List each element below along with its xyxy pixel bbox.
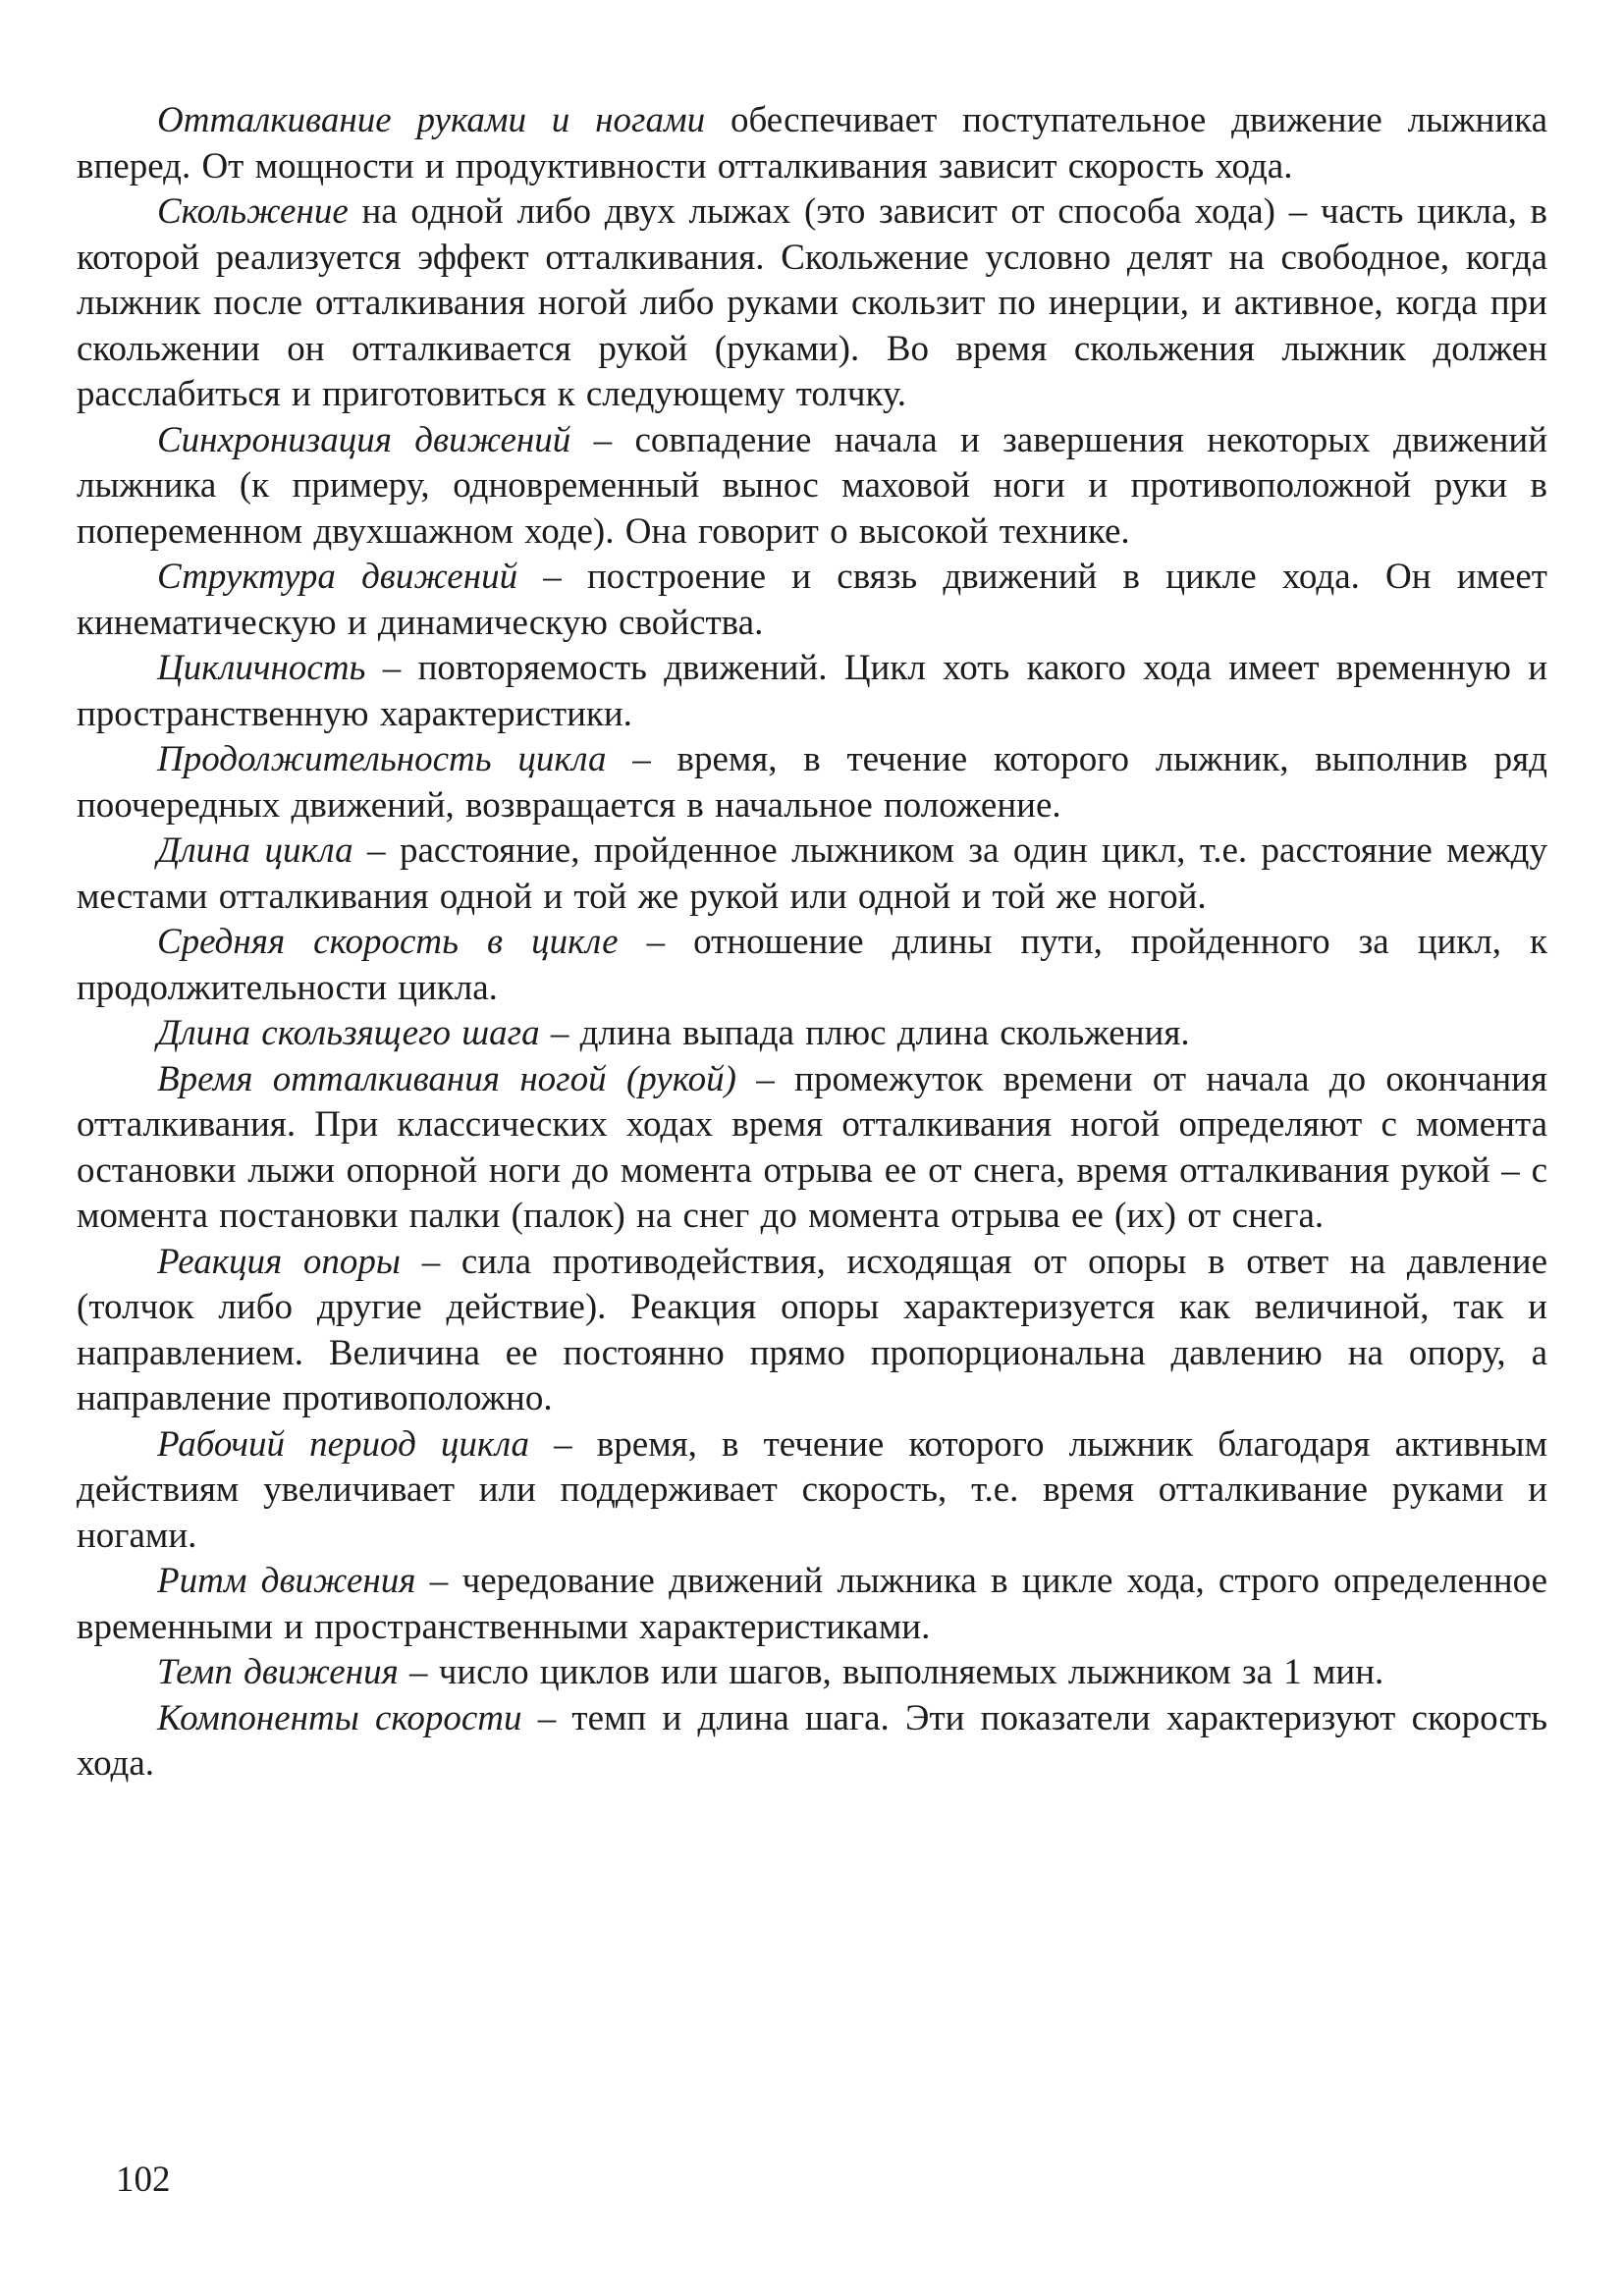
paragraph: Структура движений – построение и связь движений в цикле хода. Он имеет кинематическую и динамическую свойства. — [77, 557, 1547, 643]
paragraph: Длина цикла – расстояние, пройденное лыжником за один цикл, т.е. расстояние между местами отталкивания одной и той же рукой или одной и той же ногой. — [77, 830, 1547, 917]
paragraph-term: Ритм движения — [157, 1561, 416, 1601]
paragraph-term: Время отталкивания ногой (рукой) — [157, 1058, 736, 1099]
paragraph: Время отталкивания ногой (рукой) – промежуток времени от начала до окончания отталкивания. При классических ходах время отталкивания ногой определяют с момента остановки лыжи опорной ноги до момента отрыва ее от снега, время отталкивания рукой – с момента постановки палки (палок) на снег до момента отрыва ее (их) от снега. — [77, 1058, 1547, 1236]
paragraph-term: Компоненты скорости — [157, 1697, 522, 1738]
paragraph: Средняя скорость в цикле – отношение длины пути, пройденного за цикл, к продолжительности цикла. — [77, 922, 1547, 1008]
paragraph: Отталкивание руками и ногами обеспечивает поступательное движение лыжника вперед. От мощности и продуктивности отталкивания зависит скорость хода. — [77, 100, 1547, 187]
paragraph: Темп движения – число циклов или шагов, выполняемых лыжником за 1 мин. — [157, 1652, 1384, 1692]
paragraph: Рабочий период цикла – время, в течение которого лыжник благодаря активным действиям увеличивает или поддерживает скорость, т.е. время отталкивание руками и ногами. — [77, 1423, 1547, 1556]
paragraph: Ритм движения – чередование движений лыжника в цикле хода, строго определенное временными и пространственными характеристиками. — [77, 1561, 1547, 1647]
paragraph-term: Цикличность — [157, 648, 366, 688]
page-number: 102 — [116, 2160, 171, 2200]
paragraph: Реакция опоры – сила противодействия, исходящая от опоры в ответ на давление (толчок либо другие действие). Реакция опоры характеризуется как величиной, так и направлением. Величина ее постоянно прямо пропорциональна давлению на опору, а направление противоположно. — [77, 1241, 1548, 1418]
paragraph-term: Структура движений — [157, 557, 518, 597]
paragraph-term: Синхронизация движений — [157, 419, 571, 460]
paragraph-term: Отталкивание руками и ногами — [157, 100, 706, 140]
paragraph-term: Продолжительность цикла — [157, 739, 607, 779]
paragraph-term: Длина цикла — [157, 830, 353, 871]
paragraph-term: Скольжение — [157, 191, 349, 232]
paragraph: Продолжительность цикла – время, в течение которого лыжник, выполнив ряд поочередных движений, возвращается в начальное положение. — [77, 739, 1547, 826]
paragraph: Длина скользящего шага – длина выпада плюс длина скольжения. — [157, 1013, 1190, 1053]
paragraph: Компоненты скорости – темп и длина шага. Эти показатели характеризуют скорость хода. — [77, 1697, 1547, 1784]
paragraph-term: Рабочий период цикла — [157, 1423, 530, 1465]
paragraph-term: Реакция опоры — [157, 1241, 401, 1282]
paragraph: Синхронизация движений – совпадение начала и завершения некоторых движений лыжника (к примеру, одновременный вынос маховой ноги и противоположной руки в попеременном двухшажном ходе). Она говорит о высокой технике. — [77, 419, 1547, 552]
paragraph-term: Средняя скорость в цикле — [157, 922, 619, 962]
paragraph: Скольжение на одной либо двух лыжах (это зависит от способа хода) – часть цикла, в которой реализуется эффект отталкивания. Скольжение условно делят на свободное, когда лыжник после отталкивания ногой либо руками скользит по инерции, и активное, когда при скольжении он отталкивается рукой (руками). Во время скольжения лыжник должен расслабиться и приготовиться к следующему толчку. — [77, 191, 1547, 414]
paragraph-term: Длина скользящего шага — [157, 1013, 540, 1053]
paragraph-term: Темп движения — [157, 1652, 399, 1692]
page-text — [77, 98, 1547, 1788]
paragraph: Цикличность – повторяемость движений. Цикл хоть какого хода имеет временную и пространственную характеристики. — [77, 648, 1547, 734]
